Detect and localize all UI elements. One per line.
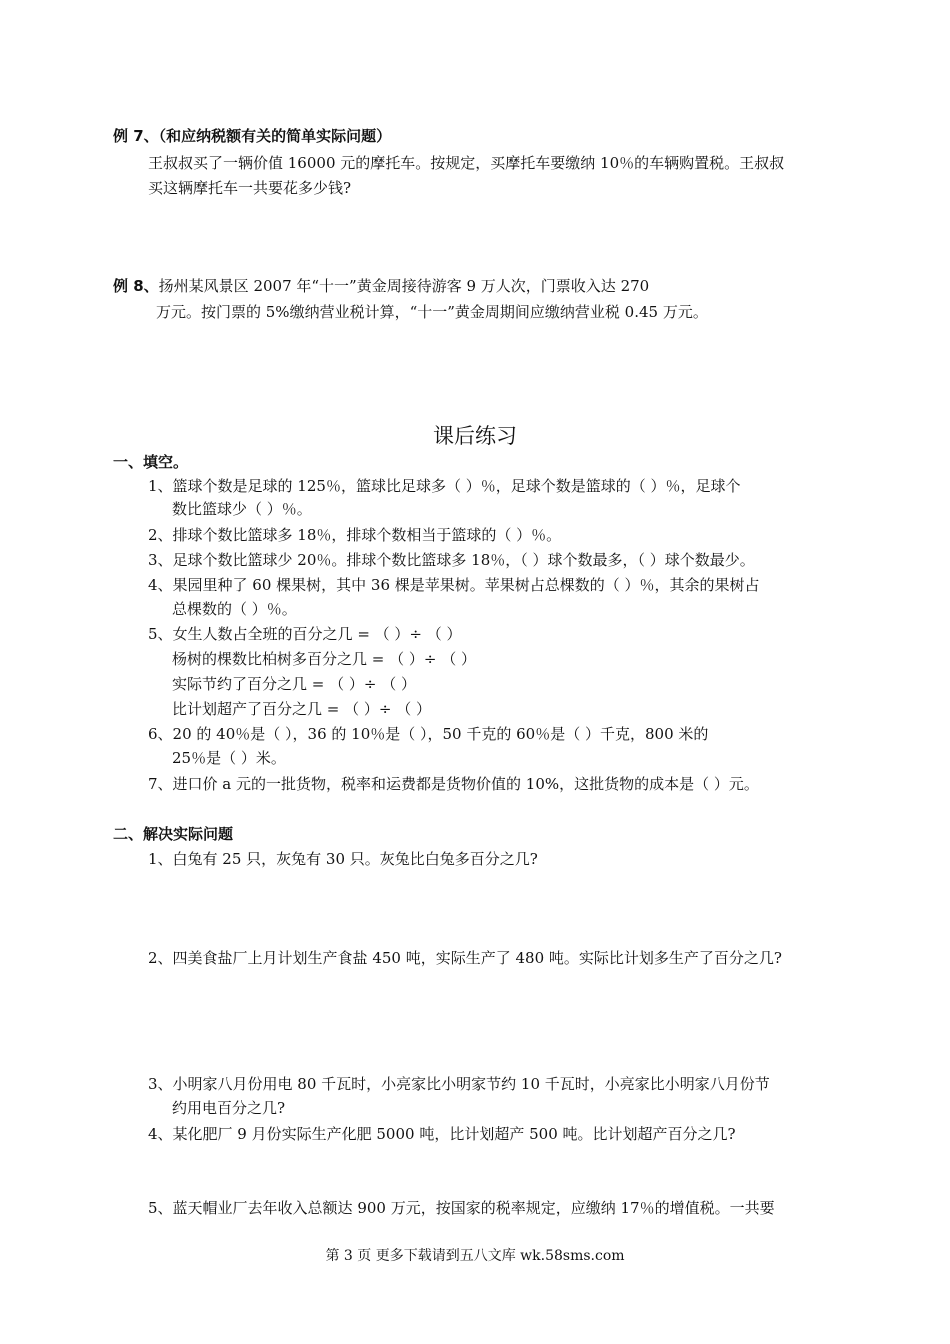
example8-text-line2: 万元。按门票的 5%缴纳营业税计算，“十一”黄金周期间应缴纳营业税 0.45 万元。 <box>156 303 708 321</box>
example8-label: 例 8、 <box>113 277 159 295</box>
section1-line: 5、女生人数占全班的百分之几 = （ ）÷ （ ） <box>148 625 462 643</box>
section1-line: 杨树的棵数比柏树多百分之几 = （ ）÷ （ ） <box>172 650 476 668</box>
example8-line1 <box>113 276 649 296</box>
section1-line: 总棵数的（ ）％。 <box>172 600 297 618</box>
section2-line: 3、小明家八月份用电 80 千瓦时，小亮家比小明家节约 10 千瓦时，小亮家比小明家八月份节 <box>148 1075 770 1093</box>
section1-line: 实际节约了百分之几 = （ ）÷ （ ） <box>172 675 416 693</box>
section1-line: 6、20 的 40％是（ ），36 的 10％是（ ），50 千克的 60％是（ ）千克，800 米的 <box>148 725 709 743</box>
example8-text-line1: 扬州某风景区 2007 年“十一”黄金周接待游客 9 万人次，门票收入达 270 <box>158 277 650 295</box>
section1-line: 比计划超产了百分之几 = （ ）÷ （ ） <box>172 700 431 718</box>
section1-line: 3、足球个数比篮球少 20％。排球个数比篮球多 18％，（ ）球个数最多，（ ）球个数最少。 <box>148 551 755 569</box>
section2-line: 约用电百分之几? <box>172 1099 286 1117</box>
section2-line: 2、四美食盐厂上月计划生产食盐 450 吨，实际生产了 480 吨。实际比计划多生产了百分之几? <box>148 949 782 967</box>
section2-line: 4、某化肥厂 9 月份实际生产化肥 5000 吨，比计划超产 500 吨。比计划超产百分之几? <box>148 1125 736 1143</box>
section2-title: 二、解决实际问题 <box>113 825 234 843</box>
section2-line: 1、白兔有 25 只，灰兔有 30 只。灰兔比白兔多百分之几? <box>148 850 538 868</box>
example7-text-line1: 王叔叔买了一辆价值 16000 元的摩托车。按规定，买摩托车要缴纳 10％的车辆购置税。王叔叔 <box>148 154 785 172</box>
example7-label: 例 7、 <box>113 127 159 145</box>
practice-title: 课后练习 <box>433 424 517 448</box>
example7-heading <box>113 126 391 146</box>
section1-line: 4、果园里种了 60 棵果树，其中 36 棵是苹果树。苹果树占总棵数的（ ）％，其余的果树占 <box>148 576 760 594</box>
example7-title: （和应纳税额有关的简单实际问题） <box>158 127 392 145</box>
section2-line: 5、蓝天帽业厂去年收入总额达 900 万元，按国家的税率规定，应缴纳 17％的增值税。一共要 <box>148 1199 775 1217</box>
section1-line: 1、篮球个数是足球的 125％，篮球比足球多（ ）％，足球个数是篮球的（ ）％，足球个 <box>148 477 741 495</box>
section1-line: 2、排球个数比篮球多 18％，排球个数相当于篮球的（ ）％。 <box>148 526 562 544</box>
section1-line: 7、进口价 a 元的一批货物，税率和运费都是货物价值的 10%，这批货物的成本是（ ）元。 <box>148 775 759 793</box>
example7-text-line2: 买这辆摩托车一共要花多少钱? <box>148 179 352 197</box>
section1-line: 25％是（ ）米。 <box>172 749 286 767</box>
section1-title: 一、填空。 <box>113 453 189 471</box>
page-footer: 第 3 页 更多下载请到五八文库 wk.58sms.com <box>325 1248 625 1264</box>
section1-line: 数比篮球少（ ）％。 <box>172 500 312 518</box>
